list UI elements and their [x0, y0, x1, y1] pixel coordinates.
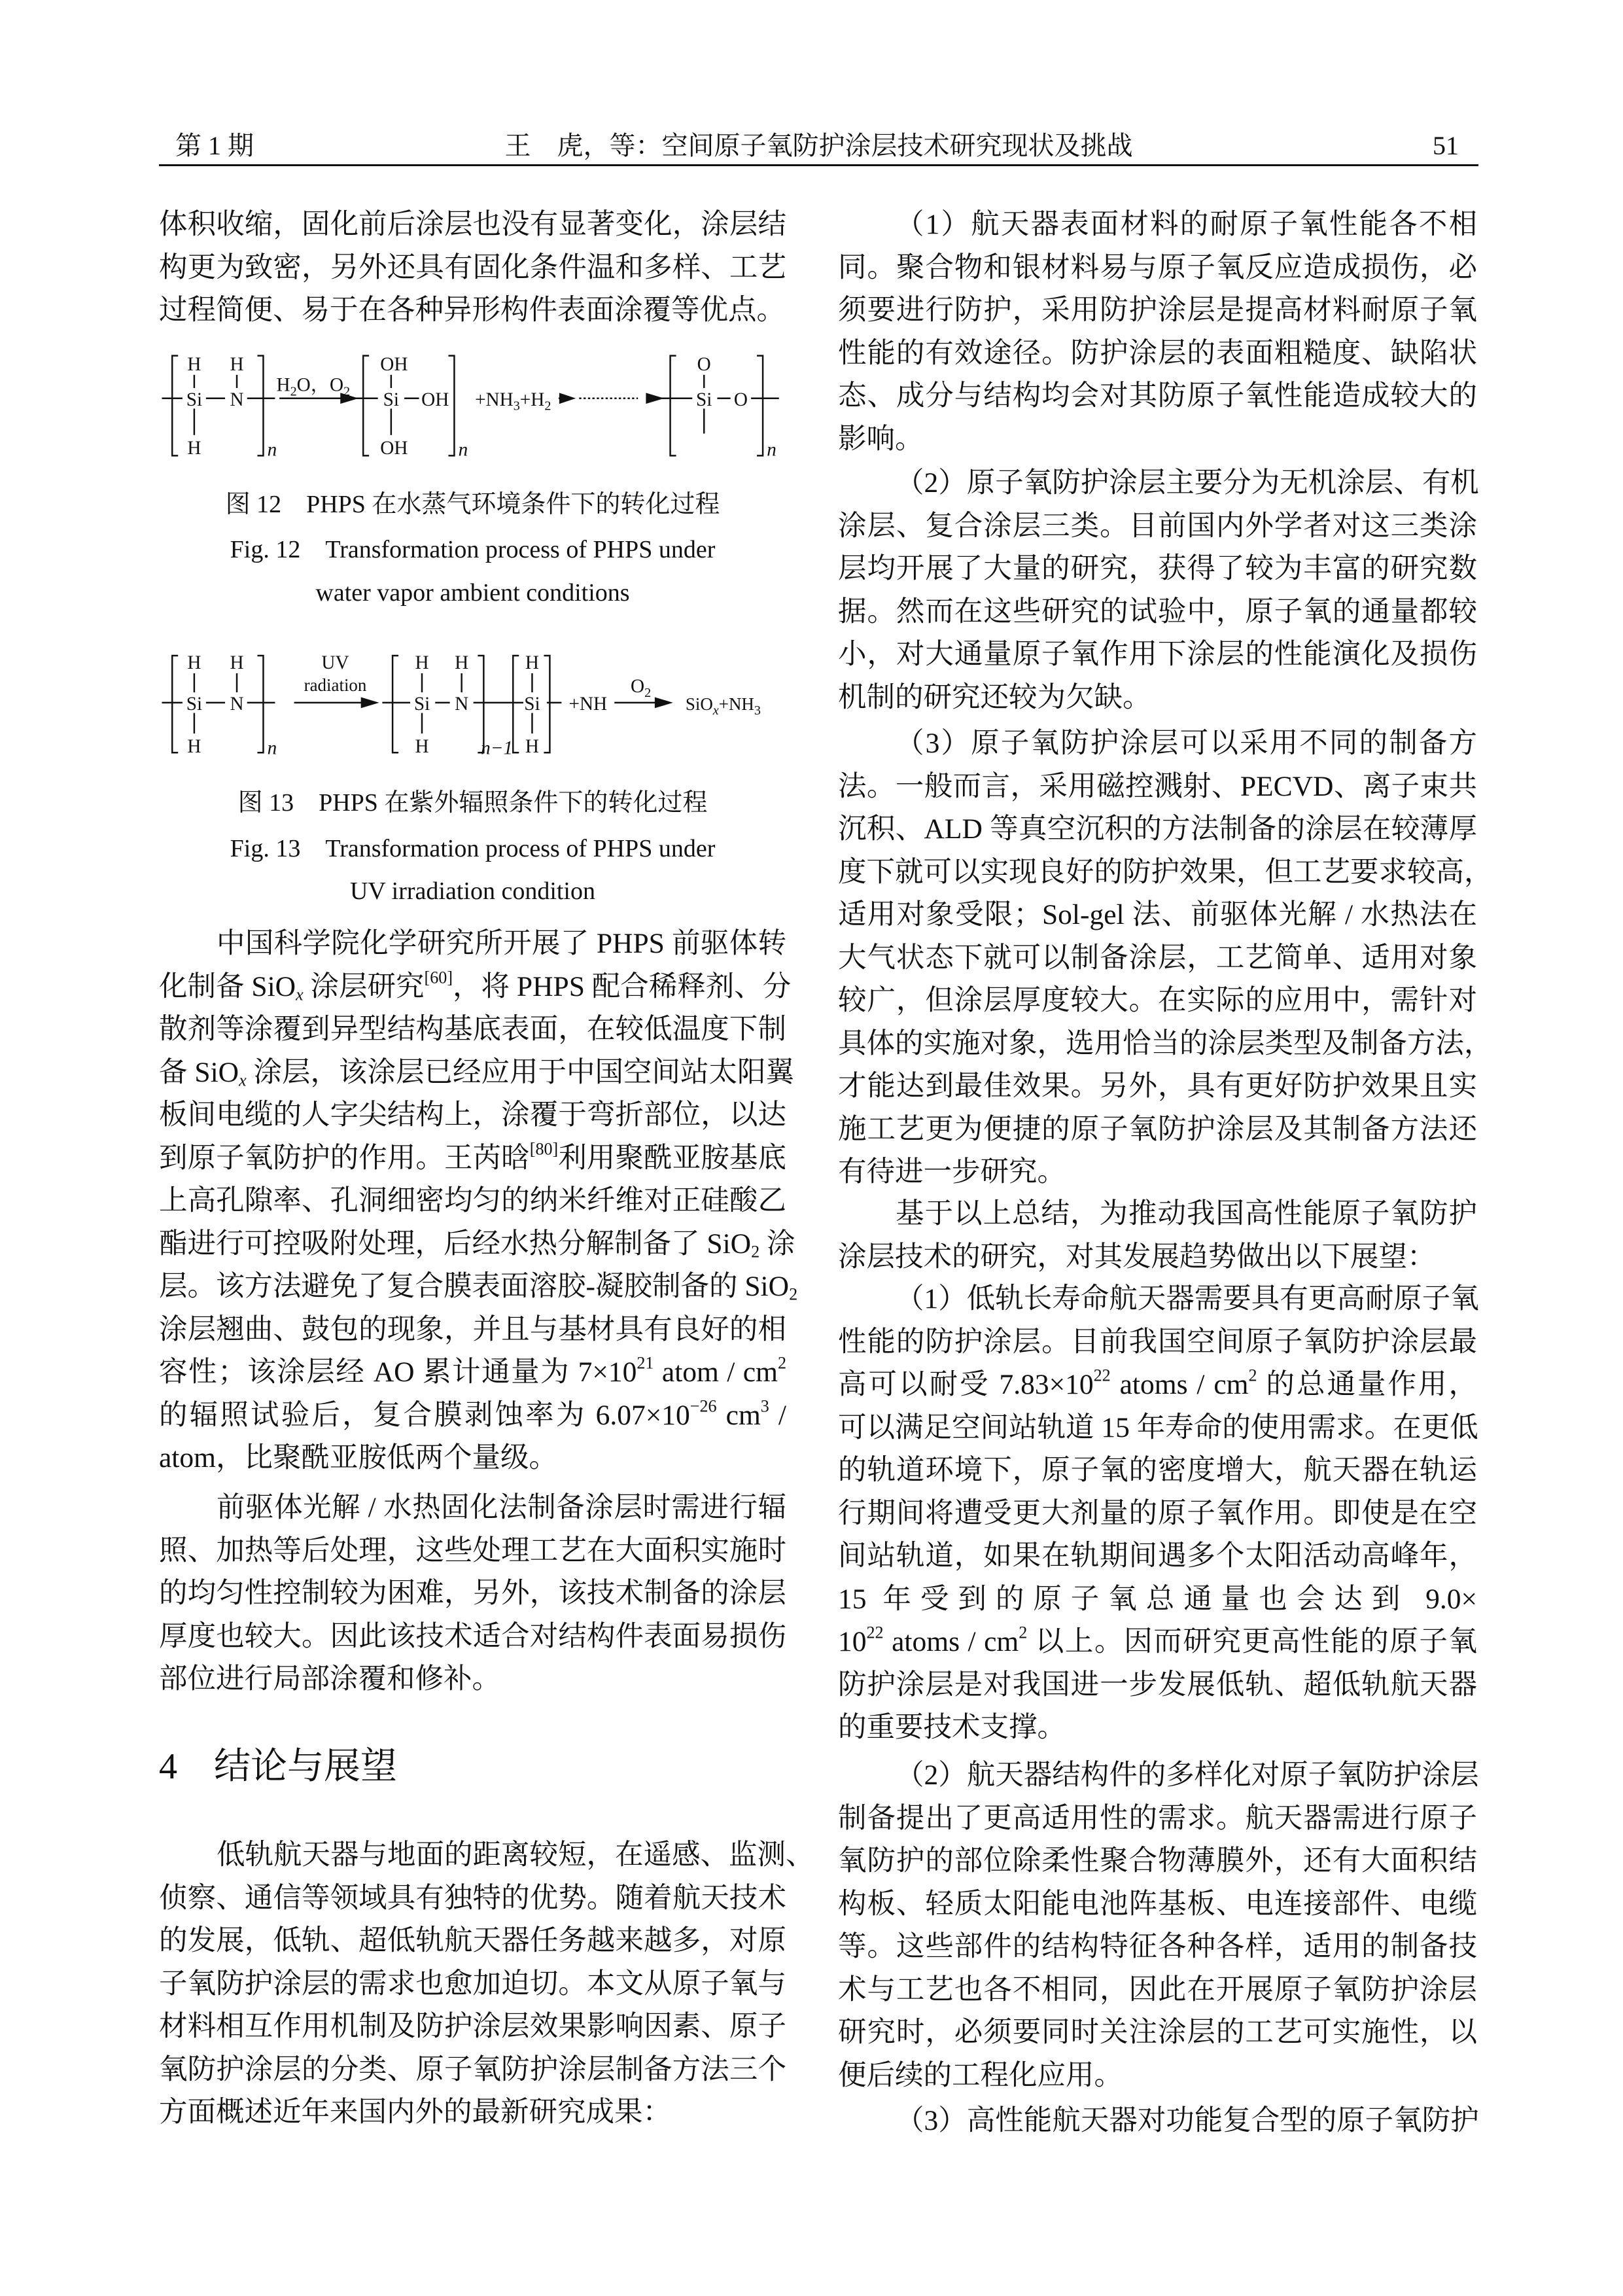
text-segment: 22 [1093, 1366, 1111, 1385]
figure-12-caption-en-cont: water vapor ambient conditions [315, 579, 630, 607]
text-segment: 化制备 SiO [159, 970, 296, 1002]
paragraph [838, 203, 1477, 461]
text-line: 适用对象受限；Sol-gel 法、前驱体光解 / 水热法在 [838, 899, 1477, 930]
text-line: 较广，但涂层厚度较大。在实际的应用中，需针对 [838, 985, 1477, 1016]
text-segment: cm [716, 1399, 761, 1431]
text-segment: 的辐照试验后，复合膜剥蚀率为 6.07×10 [159, 1399, 690, 1431]
paragraph [838, 1754, 1477, 2097]
paragraph [838, 462, 1477, 719]
text-line: 法。一般而言，采用磁控溅射、PECVD、离子束共 [838, 770, 1477, 802]
nh-label: +NH [568, 694, 608, 715]
text-line [159, 1137, 786, 1180]
paragraph [159, 203, 786, 332]
text-line: 沉积、ALD 等真空沉积的方法制备的涂层在较薄厚 [838, 813, 1477, 845]
text-line: （2）航天器结构件的多样化对原子氧防护涂层 [896, 1759, 1479, 1791]
text-segment: 备 SiO [159, 1056, 239, 1088]
text-line: 材料相互作用机制及防护涂层效果影响因素、原子 [159, 2011, 786, 2042]
text-segment: 涂 [759, 1227, 795, 1260]
text-line: 基于以上总结，为推动我国高性能原子氧防护 [896, 1198, 1477, 1229]
uv-label: UV [321, 652, 349, 674]
subscript-n: n [767, 439, 777, 461]
text-line: 上高孔隙率、孔洞细密均匀的纳米纤维对正硅酸乙 [159, 1185, 786, 1216]
atom-h: H [525, 652, 540, 674]
text-line: 防护涂层是对我国进一步发展低轨、超低轨航天器 [838, 1669, 1477, 1701]
text-segment: / [769, 1399, 786, 1431]
text-line: 厚度也较大。因此该技术适合对结构件表面易损伤 [159, 1620, 786, 1652]
atom-h: H [187, 354, 201, 376]
text-line: 的轨道环境下，原子氧的密度增大，航天器在轨运 [838, 1455, 1477, 1486]
text-segment: [60] [424, 967, 453, 987]
text-segment: 以上。因而研究更高性能的原子氧 [1027, 1626, 1478, 1657]
atom-h: H [415, 736, 429, 758]
text-segment: x [296, 985, 304, 1004]
text-line: 侦察、通信等领域具有独特的优势。随着航天技术 [159, 1882, 786, 1914]
text-line: 体积收缩，固化前后涂层也没有显著变化，涂层结 [159, 209, 786, 240]
group-oh: OH [380, 354, 408, 376]
text-line: 研究时，必须要同时关注涂层的工艺可实施性，以 [838, 2017, 1477, 2048]
text-line: 前驱体光解 / 水热固化法制备涂层时需进行辐 [217, 1492, 786, 1523]
paragraph [838, 1193, 1477, 1279]
text-segment: atoms / cm [1110, 1369, 1249, 1400]
text-segment: 2 [777, 1353, 786, 1373]
text-line: 具体的实施对象，选用恰当的涂层类型及制备方法， [838, 1027, 1493, 1059]
text-line: 有待进一步研究。 [838, 1156, 1066, 1188]
atom-si: Si [186, 694, 203, 715]
text-line: 构更为致密，另外还具有固化条件温和多样、工艺 [159, 251, 786, 283]
atom-o: O [733, 389, 748, 410]
text-line: 部位进行局部涂覆和修补。 [159, 1663, 500, 1695]
text-line: 才能达到最佳效果。另外，具有更好防护效果且实 [838, 1070, 1477, 1102]
figure-13-caption-en-cont: UV irradiation condition [349, 877, 595, 905]
figure-12-caption-en: Fig. 12 Transformation process of PHPS under [230, 536, 716, 563]
header-rule [159, 164, 1478, 166]
figure-13-reaction-scheme [159, 638, 786, 769]
header-page-number: 51 [1433, 131, 1459, 160]
text-segment: 2 [751, 1242, 760, 1262]
figure-12-reaction-scheme [159, 340, 786, 471]
atom-h: H [187, 438, 201, 459]
text-segment: atom / cm [654, 1356, 778, 1388]
subscript-n: n [267, 737, 277, 759]
text-line: （3）高性能航天器对功能复合型的原子氧防护 [896, 2105, 1479, 2136]
atom-si: Si [413, 694, 430, 715]
text-line: 可以满足空间站轨道 15 年寿命的使用需求。在更低 [838, 1411, 1478, 1443]
text-line: 涂层、复合涂层三类。目前国内外学者对这三类涂 [838, 510, 1477, 542]
text-line: 性能的防护涂层。目前我国空间原子氧防护涂层最 [838, 1326, 1477, 1358]
text-line: atom，比聚酰亚胺低两个量级。 [159, 1442, 557, 1474]
text-line: 氧防护的部位除柔性聚合物薄膜外，还有大面积结 [838, 1845, 1477, 1877]
text-segment: [80] [529, 1139, 559, 1158]
paragraph [159, 1487, 786, 1701]
figure-13-caption-en: Fig. 13 Transformation process of PHPS under [230, 835, 716, 862]
text-segment: 10 [838, 1626, 867, 1657]
atom-h: H [187, 652, 201, 674]
text-line: 涂层技术的研究，对其发展趋势做出以下展望： [838, 1241, 1436, 1273]
text-segment: 21 [637, 1353, 654, 1373]
section-heading: 4 结论与展望 [159, 1746, 397, 1787]
text-line: 同。聚合物和银材料易与原子氧反应造成损伤，必 [838, 251, 1477, 283]
text-segment: 2 [789, 1284, 798, 1304]
text-line [159, 1051, 795, 1095]
text-line [838, 1621, 1477, 1664]
reagents-label: $H_2O$，$O_2$ [276, 374, 351, 399]
figure-13-caption-cn: 图 13 PHPS 在紫外辐照条件下的转化过程 [237, 789, 708, 817]
atom-h: H [525, 736, 540, 758]
text-line: 层均开展了大量的研究，获得了较为丰富的研究数 [838, 553, 1477, 584]
paragraph [838, 2100, 1477, 2143]
text-line: 行期间将遭受更大剂量的原子氧作用。即使是在空 [838, 1497, 1477, 1529]
text-line: （3）原子氧防护涂层可以采用不同的制备方 [896, 728, 1477, 759]
text-line: 涂层翘曲、鼓包的现象，并且与基材具有良好的相 [159, 1313, 786, 1345]
paragraph [838, 722, 1493, 1194]
text-segment: 22 [866, 1623, 884, 1642]
products-label: $SiO_x+NH_3$ [685, 694, 761, 718]
paragraph [159, 923, 798, 1480]
text-line: 机制的研究还较为欠缺。 [838, 681, 1151, 713]
atom-n: N [455, 694, 469, 715]
text-line: 便后续的工程化应用。 [838, 2059, 1123, 2091]
subscript-n-minus-1: n−1 [481, 737, 514, 759]
atom-si: Si [696, 389, 712, 410]
atom-n: N [230, 389, 244, 410]
text-line [159, 1351, 786, 1394]
text-line: 的均匀性控制较为困难，另外，该技术制备的涂层 [159, 1578, 786, 1609]
text-line: 方面概述近年来国内外的最新研究成果： [159, 2096, 671, 2128]
text-segment: 2 [1019, 1623, 1028, 1642]
text-line: 术与工艺也各不相同，因此在开展原子氧防护涂层 [838, 1973, 1477, 2005]
text-line: 构板、轻质太阳能电池阵基板、电连接部件、电缆 [838, 1888, 1477, 1920]
atom-h: H [187, 736, 201, 758]
text-line: 施工艺更为便捷的原子氧防护涂层及其制备方法还 [838, 1113, 1477, 1145]
atom-h: H [415, 652, 429, 674]
text-line: 据。然而在这些研究的试验中，原子氧的通量都较 [838, 595, 1477, 627]
paragraph [838, 1278, 1477, 1750]
text-segment: 涂层研究 [303, 970, 425, 1002]
atom-si: Si [383, 389, 400, 410]
text-line [159, 1223, 795, 1266]
text-line [159, 1265, 798, 1309]
text-line: 性能的有效途径。防护涂层的表面粗糙度、缺陷状 [838, 337, 1477, 369]
text-line: 的重要技术支撑。 [838, 1712, 1066, 1743]
text-segment: 层。该方法避免了复合膜表面溶胶-凝胶制备的 SiO [159, 1271, 790, 1302]
text-segment: atoms / cm [883, 1626, 1019, 1657]
text-line: 态、成分与结构均会对其防原子氧性能造成较大的 [838, 380, 1477, 412]
subscript-n: n [458, 439, 468, 461]
text-line: （1）低轨长寿命航天器需要具有更高耐原子氧 [896, 1283, 1479, 1315]
text-line: 中国科学院化学研究所开展了 PHPS 前驱体转 [217, 928, 786, 959]
atom-si: Si [186, 389, 203, 410]
text-line: 制备提出了更高适用性的需求。航天器需进行原子 [838, 1802, 1477, 1834]
text-line: 板间电缆的人字尖结构上，涂覆于弯折部位，以达 [159, 1099, 786, 1131]
text-line: （1）航天器表面材料的耐原子氧性能各不相 [896, 209, 1477, 240]
header-issue: 第 1 期 [175, 131, 254, 160]
text-line: 照、加热等后处理，这些处理工艺在大面积实施时 [159, 1534, 786, 1566]
text-line [159, 1394, 786, 1438]
subscript-n: n [267, 439, 277, 461]
byproducts-label: $+NH_3+H_2$ [475, 389, 551, 414]
figure-12-caption-cn: 图 12 PHPS 在水蒸气环境条件下的转化过程 [225, 491, 720, 518]
text-line: 15 年受到的原子氧总通量也会达到 9.0× [838, 1583, 1477, 1615]
text-segment: 利用聚酰亚胺基底 [558, 1142, 787, 1174]
group-oh: OH [380, 438, 408, 459]
radiation-label: radiation [304, 675, 367, 695]
atom-n: N [230, 694, 244, 715]
text-line: 氧防护涂层的分类、原子氧防护涂层制备方法三个 [159, 2053, 786, 2085]
text-line [159, 966, 792, 1009]
text-segment: 酯进行可控吸附处理，后经水热分解制备了 SiO [159, 1227, 752, 1260]
text-line: 影响。 [838, 423, 924, 455]
text-segment: 3 [760, 1396, 769, 1415]
text-line: （2）原子氧防护涂层主要分为无机涂层、有机 [896, 467, 1479, 499]
text-line: 小，对大通量原子氧作用下涂层的性能演化及损伤 [838, 639, 1477, 670]
text-segment: −26 [689, 1396, 717, 1415]
text-segment: 2 [1248, 1366, 1257, 1385]
atom-h: H [455, 652, 469, 674]
paragraph [159, 1834, 814, 2134]
text-line: 低轨航天器与地面的距离较短，在遥感、监测、 [217, 1839, 814, 1871]
text-segment: 容性；该涂层经 AO 累计通量为 7×10 [159, 1356, 637, 1388]
text-line: 度下就可以实现良好的防护效果，但工艺要求较高， [838, 856, 1493, 888]
text-line [838, 1364, 1477, 1407]
text-line: 散剂等涂覆到异型结构基底表面，在较低温度下制 [159, 1014, 786, 1045]
atom-si: Si [524, 694, 540, 715]
o2-label: $O_2$ [631, 676, 652, 700]
atom-h: H [230, 354, 244, 376]
text-line: 大气状态下就可以制备涂层，工艺简单、适用对象 [838, 942, 1477, 974]
header-running-title: 王 虎，等：空间原子氧防护涂层技术研究现状及挑战 [504, 131, 1133, 160]
group-oh: OH [421, 389, 449, 410]
text-line: 子氧防护涂层的需求也愈加迫切。本文从原子氧与 [159, 1968, 786, 2000]
text-line: 须要进行防护，采用防护涂层是提高材料耐原子氧 [838, 294, 1477, 326]
text-segment: 到原子氧防护的作用。王芮晗 [159, 1142, 530, 1174]
text-segment: 的总通量作用， [1257, 1369, 1477, 1400]
text-line: 过程简便、易于在各种异形构件表面涂覆等优点。 [159, 294, 785, 326]
text-line: 等。这些部件的结构特征各种各样，适用的制备技 [838, 1931, 1477, 1962]
text-segment: x [239, 1070, 247, 1090]
atom-h: H [230, 652, 244, 674]
text-segment: 高可以耐受 7.83×10 [838, 1369, 1094, 1400]
text-segment: 涂层，该涂层已经应用于中国空间站太阳翼 [246, 1056, 795, 1088]
text-line: 的发展，低轨、超低轨航天器任务越来越多，对原 [159, 1925, 786, 1956]
text-segment: ，将 PHPS 配合稀释剂、分 [453, 970, 792, 1002]
atom-o: O [697, 354, 711, 376]
text-line: 间站轨道，如果在轨期间遇多个太阳活动高峰年， [838, 1540, 1477, 1572]
